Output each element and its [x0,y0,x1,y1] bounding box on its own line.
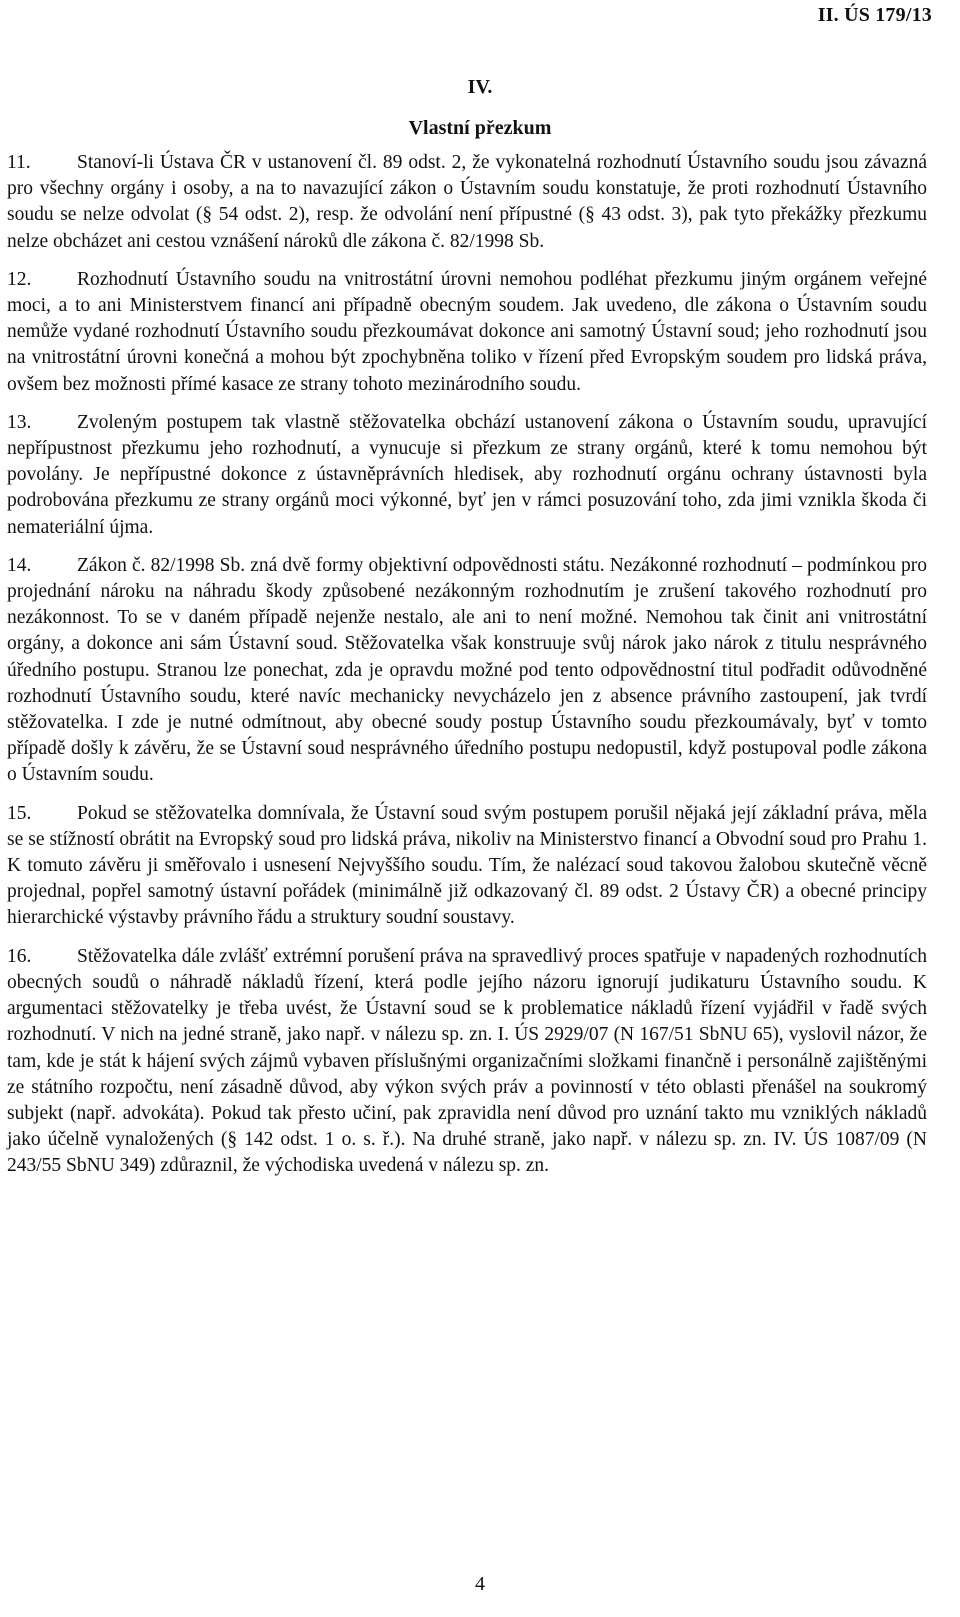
paragraph-text: Zvoleným postupem tak vlastně stěžovatelka obchází ustanovení zákona o Ústavním soudu, upravující nepřípustnost přezkumu jeho rozhodnutí, a vynucuje si přezkum ze strany orgánů, které k tomu nemohou být povolány. Je nepřípustné dokonce z ústavněprávních hledisek, aby rozhodnutí orgánu ochrany ústavnosti byla podrobována přezkumu ze strany orgánů moci výkonné, byť jen v rámci posuzování toho, zda jimi vznikla škoda či nemateriální újma. [7,411,927,538]
paragraph-number: 12. [7,268,32,290]
paragraph-number: 11. [7,152,31,173]
paragraph-12 [7,267,927,398]
paragraph-text: Stanoví-li Ústava ČR v ustanovení čl. 89 odst. 2, že vykonatelná rozhodnutí Ústavního soudu jsou závazná pro všechny orgány i osoby, a na to navazující zákon o Ústavním soudu konstatuje, že proti rozhodnutí Ústavního soudu se nelze odvolat (§ 54 odst. 2), resp. že odvolání není přípustné (§ 43 odst. 3), pak tyto překážky přezkumu nelze obcházet ani cestou vznášení nároků dle zákona č. 82/1998 Sb. [7,152,927,252]
paragraph-11 [7,150,927,255]
paragraph-16 [7,944,927,1180]
paragraph-text: Rozhodnutí Ústavního soudu na vnitrostátní úrovni nemohou podléhat přezkumu jiným orgánem veřejné moci, a to ani Ministerstvem financí ani případně obecným soudem. Jak uvedeno, dle zákona o Ústavním soudu nemůže vydané rozhodnutí Ústavního soudu přezkoumávat dokonce ani samotný Ústavní soud; jeho rozhodnutí jsou na vnitrostátní úrovni konečná a mohou být zpochybněna toliko v řízení před Evropským soudem pro lidská práva, ovšem bez možnosti přímé kasace ze strany tohoto mezinárodního soudu. [7,268,927,395]
paragraph-text: Pokud se stěžovatelka domnívala, že Ústavní soud svým postupem porušil nějaká její základní práva, měla se se stížností obrátit na Evropský soud pro lidská práva, nikoliv na Ministerstvo financí a Obvodní soud pro Prahu 1. K tomuto závěru ji směřovalo i usnesení Nejvyššího soudu. Tím, že nalézací soud takovou žalobou skutečně věcně projednal, popřel samotný ústavní pořádek (minimálně již odkazovaný čl. 89 odst. 2 Ústavy ČR) a obecné principy hierarchické výstavby právního řádu a struktury soudní soustavy. [7,802,927,929]
paragraph-text: Stěžovatelka dále zvlášť extrémní porušení práva na spravedlivý proces spatřuje v napadených rozhodnutích obecných soudů o náhradě nákladů řízení, která podle jejího názoru ignorují judikaturu Ústavního soudu. K argumentaci stěžovatelky je třeba uvést, že Ústavní soud se k problematice nákladů řízení vyjádřil v řadě svých rozhodnutí. V nich na jedné straně, jako např. v nálezu sp. zn. I. ÚS 2929/07 (N 167/51 SbNU 65), vyslovil názor, že tam, kde je stát k hájení svých zájmů vybaven příslušnými organizačními složkami finančně i personálně zajištěnými ze státního rozpočtu, není zásadně důvod, aby výkon svých práv a povinností v této oblasti přenášel na soukromý subjekt (např. advokáta). Pokud tak přesto učiní, pak zpravidla není důvod pro uznání takto mu vzniklých nákladů jako účelně vynaložených (§ 142 odst. 1 o. s. ř.). Na druhé straně, jako např. v nálezu sp. zn. IV. ÚS 1087/09 (N 243/55 SbNU 349) zdůraznil, že východiska uvedená v nálezu sp. zn. [7,945,927,1177]
paragraph-number: 14. [7,554,32,576]
paragraph-14 [7,553,927,789]
document-body [7,150,927,1192]
paragraph-number: 15. [7,802,32,824]
section-number: IV. [467,76,493,98]
page-number: 4 [475,1573,485,1595]
section-title: Vlastní přezkum [408,117,552,139]
case-reference: II. ÚS 179/13 [817,4,932,26]
paragraph-number: 13. [7,411,32,433]
paragraph-number: 16. [7,945,32,967]
paragraph-15 [7,801,927,932]
paragraph-text: Zákon č. 82/1998 Sb. zná dvě formy objektivní odpovědnosti státu. Nezákonné rozhodnutí – podmínkou pro projednání nároku na náhradu škody způsobené nezákonným rozhodnutím je zrušení takového rozhodnutí pro nezákonnost. To se v daném případě nejenže nestalo, ale ani to není možné. Nemohou tak činit ani vnitrostátní orgány, a dokonce ani sám Ústavní soud. Stěžovatelka však konstruuje svůj nárok jako nárok z titulu nesprávného úředního postupu. Stranou lze ponechat, zda je opravdu možné pod tento odpovědnostní titul podřadit odůvodněné rozhodnutí Ústavního soudu, které navíc mechanicky nevycházelo jen z absence právního zastoupení, jak tvrdí stěžovatelka. I zde je nutné odmítnout, aby obecné soudy postup Ústavního soudu přezkoumávaly, byť v tomto případě došly k závěru, že se Ústavní soud nesprávného úředního postupu nedopustil, když postupoval podle zákona o Ústavním soudu. [7,554,927,786]
paragraph-13 [7,410,927,541]
